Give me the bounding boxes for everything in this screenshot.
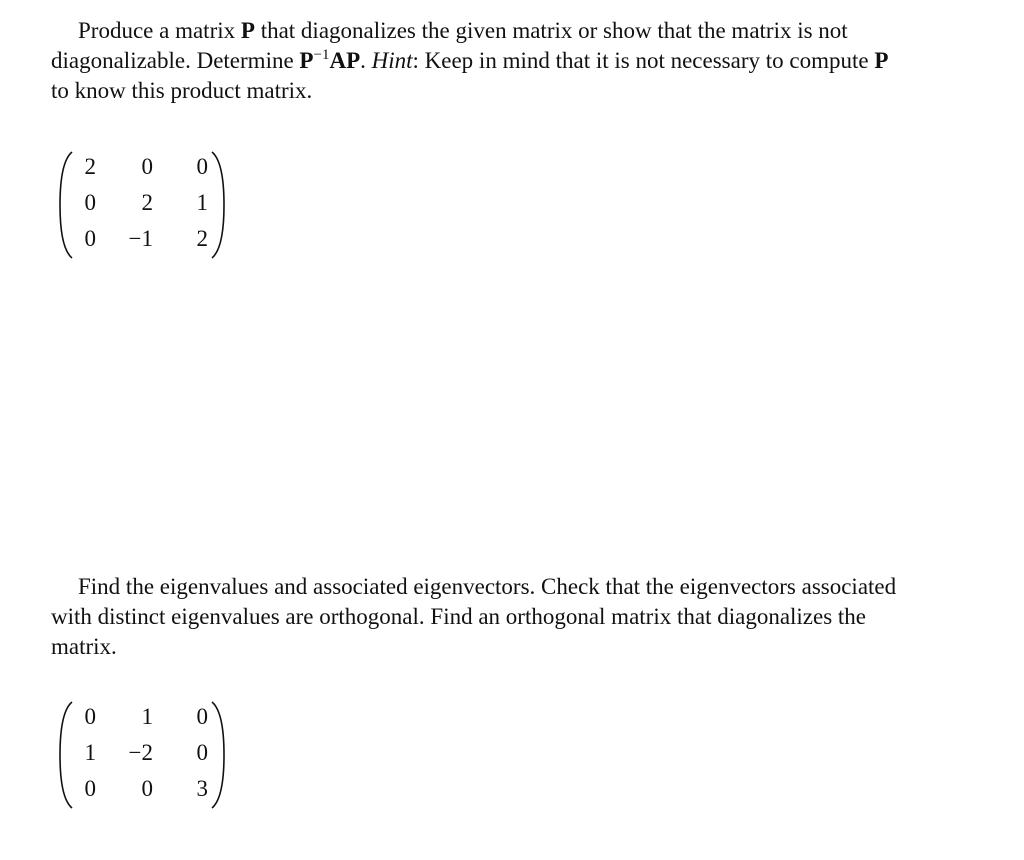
problem-2-line-3: matrix. <box>51 634 117 659</box>
matrix-1-cell: 0 <box>84 226 96 251</box>
right-parenthesis-icon <box>210 700 226 810</box>
matrix-2-cell: 0 <box>84 704 96 729</box>
problem-1-line-2 <box>51 46 1001 76</box>
problem-2-line-1: Find the eigenvalues and associated eigenvectors. Check that the eigenvectors associated <box>78 574 897 599</box>
matrix-2-cell: 0 <box>84 776 96 801</box>
matrix-2-cell: 3 <box>196 776 208 801</box>
matrix-1-cell: −1 <box>128 226 153 251</box>
matrix-1-cell: 2 <box>196 226 208 251</box>
matrix-1-cell: 0 <box>141 154 153 179</box>
problem-1-line-1-text: Produce a matrix <box>78 18 241 43</box>
matrix-2-cell: 1 <box>84 740 96 765</box>
matrix-2-cell: 0 <box>196 704 208 729</box>
matrix-AP-symbol: AP <box>329 48 361 73</box>
problem-1-text <box>51 16 1001 106</box>
matrix-P-symbol: P <box>874 48 889 73</box>
problem-1-line-1 <box>51 16 1001 46</box>
matrix-2-cell: 0 <box>141 776 153 801</box>
hint-label: Hint <box>371 48 413 73</box>
matrix-2 <box>58 700 228 810</box>
problem-1-line-2-text: diagonalizable. Determine <box>51 48 300 73</box>
problem-1-line-1-rest: that diagonalizes the given matrix or show that the matrix is not <box>254 18 848 43</box>
matrix-P-symbol: P <box>240 18 255 43</box>
right-parenthesis-icon <box>210 150 226 260</box>
matrix-P-symbol: P <box>299 48 314 73</box>
matrix-1 <box>58 150 228 260</box>
problem-2-line-2: with distinct eigenvalues are orthogonal. Find an orthogonal matrix that diagonalizes the <box>51 604 867 629</box>
matrix-1-cell: 0 <box>84 190 96 215</box>
matrix-1-cell: 0 <box>196 154 208 179</box>
matrix-2-cell: −2 <box>128 740 153 765</box>
problem-2-text <box>51 572 1001 662</box>
matrix-1-cell: 2 <box>141 190 153 215</box>
problem-1-line-3: to know this product matrix. <box>51 78 313 103</box>
matrix-1-cell: 1 <box>196 190 208 215</box>
matrix-1-cell: 2 <box>84 154 96 179</box>
matrix-2-cell: 0 <box>196 740 208 765</box>
matrix-2-cell: 1 <box>141 704 153 729</box>
period: . <box>360 48 372 73</box>
hint-text: : Keep in mind that it is not necessary to compute <box>412 48 875 73</box>
inverse-exponent: −1 <box>313 47 330 63</box>
